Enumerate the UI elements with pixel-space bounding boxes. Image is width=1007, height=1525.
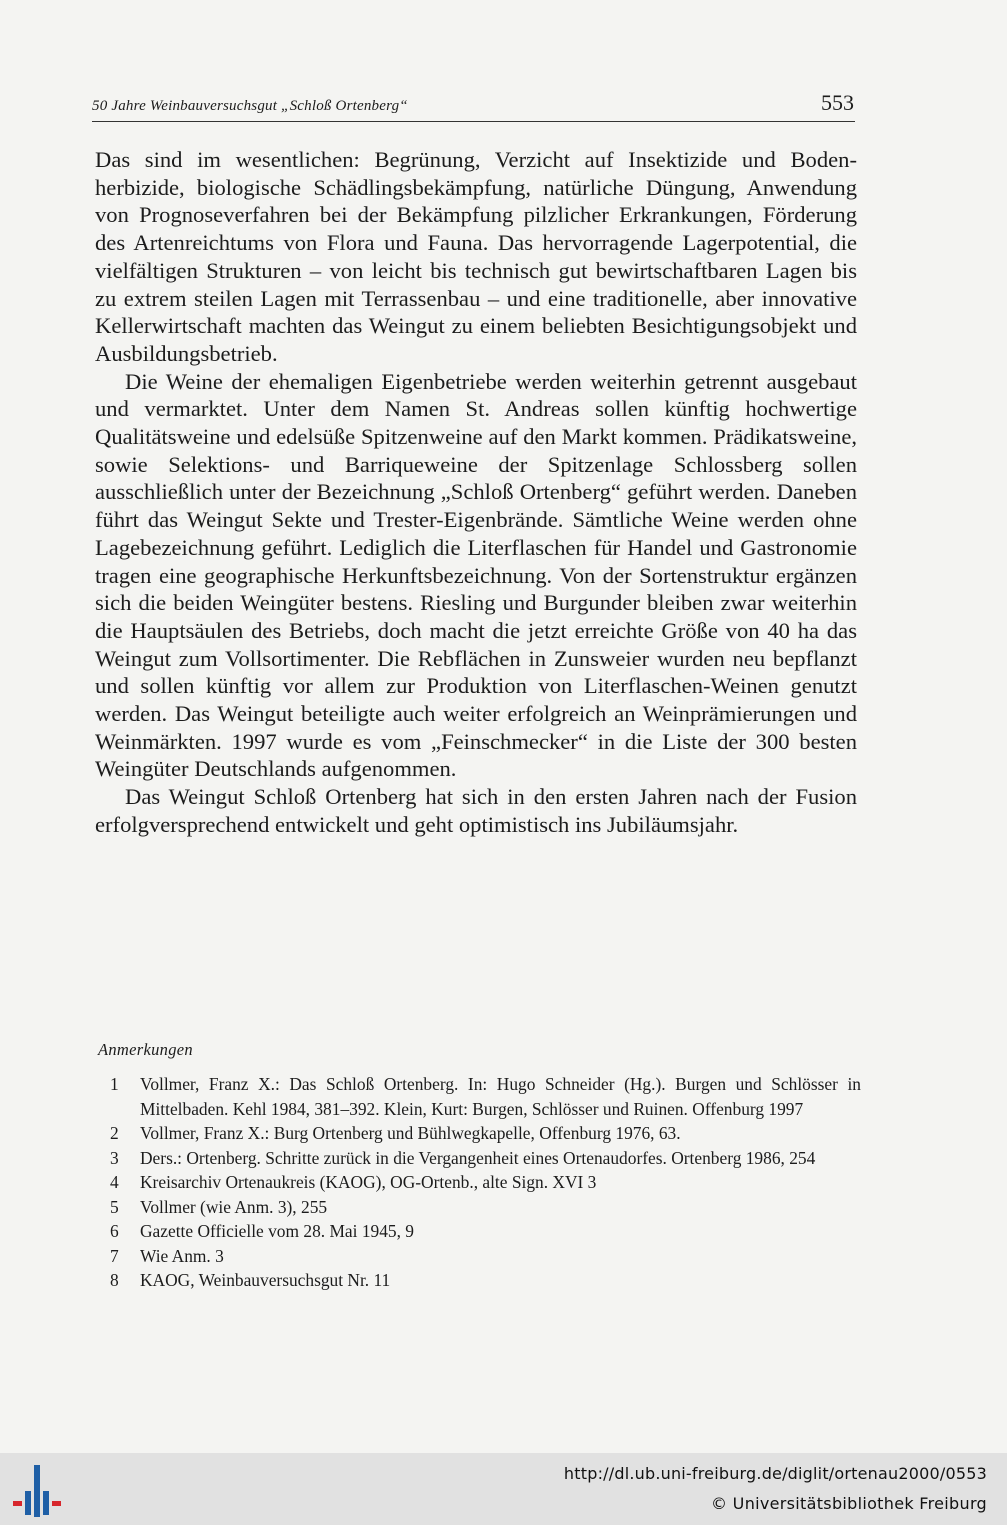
note-item	[104, 1072, 861, 1121]
note-text: Vollmer, Franz X.: Das Schloß Ortenberg. In: Hugo Schneider (Hg.). Burgen und Schlösser in Mittelbaden. Kehl 1984, 381–392. Klein, Kurt: Burgen, Schlösser und Ruinen. Offenburg 1997	[140, 1074, 861, 1119]
note-item	[104, 1219, 861, 1244]
note-text: Ders.: Ortenberg. Schritte zurück in die Vergangenheit eines Ortenaudorfes. Ortenberg 1986, 254	[140, 1147, 816, 1168]
note-number: 4	[110, 1172, 119, 1192]
note-number: 8	[110, 1270, 119, 1290]
copyright-text: © Universitätsbibliothek Freiburg	[711, 1494, 987, 1513]
note-number: 1	[110, 1074, 119, 1094]
note-number: 3	[110, 1147, 119, 1168]
note-number: 2	[110, 1123, 119, 1143]
note-item	[104, 1170, 861, 1195]
note-item	[104, 1268, 861, 1293]
page-number: 553	[821, 90, 854, 115]
paragraph-2: Die Weine der ehemaligen Eigenbetriebe werden weiterhin getrennt ausgebaut und vermarktet. Unter dem Namen St. Andreas sollen künftig hochwertige Qualitätsweine und edelsüße Spitzenweine auf den Markt kommen. Prädikatsweine, sowie Selektions- und Barriqueweine der Spitzenlage Schlossberg sollen ausschließlich unter der Bezeichnung „Schloß Ortenberg“ geführt werden. Daneben führt das Weingut Sekte und Trester-Eigenbrände. Sämtliche Weine werden ohne Lagebezeichnung geführt. Lediglich die Literflaschen für Handel und Gastronomie tragen eine geographische Herkunftsbezeichnung. Von der Sortenstruktur ergänzen sich die beiden Weingüter bestens. Riesling und Burgunder bleiben zwar weiterhin die Hauptsäulen des Betriebs, doch macht die jetzt erreichte Größe von 40 ha das Weingut zum Vollsortimenter. Die Rebflächen in Zunsweier wurden neu bepflanzt und sollen künftig vor allem zur Produktion von Literflaschen-Weinen genutzt werden. Das Weingut beteiligte auch weiter erfolgreich an Weinprämierungen und Weinmärkten. 1997 wurde es vom „Feinschmecker“ in die Liste der 300 besten Weingüter Deutschlands aufgenommen.	[95, 368, 857, 782]
running-title: 50 Jahre Weinbauversuchsgut „Schloß Ortenberg“	[92, 98, 408, 114]
body-text	[95, 146, 857, 839]
note-text: Vollmer (wie Anm. 3), 255	[140, 1196, 328, 1217]
note-text: Gazette Officielle vom 28. Mai 1945, 9	[140, 1221, 414, 1241]
notes-heading: Anmerkungen	[98, 1040, 193, 1059]
note-item	[104, 1146, 861, 1171]
paragraph-3: Das Weingut Schloß Ortenberg hat sich in den ersten Jahren nach der Fusion erfolgversprechend entwickelt und geht optimistisch ins Jubiläumsjahr.	[95, 784, 857, 837]
note-number: 5	[110, 1196, 119, 1217]
note-item	[104, 1244, 861, 1269]
ub-freiburg-logo-icon[interactable]	[10, 1463, 66, 1519]
note-text: Kreisarchiv Ortenaukreis (KAOG), OG-Ortenb., alte Sign. XVI 3	[140, 1172, 597, 1192]
notes-list	[104, 1072, 861, 1293]
note-item	[104, 1121, 861, 1146]
note-text: Vollmer, Franz X.: Burg Ortenberg und Bühlwegkapelle, Offenburg 1976, 63.	[140, 1123, 681, 1143]
note-item	[104, 1195, 861, 1220]
note-number: 7	[110, 1245, 119, 1266]
header-rule	[92, 121, 855, 122]
note-number: 6	[110, 1221, 119, 1241]
footer-bar	[0, 1453, 1007, 1525]
source-link[interactable]: http://dl.ub.uni-freiburg.de/diglit/ortenau2000/0553	[563, 1464, 987, 1483]
note-text: KAOG, Weinbauversuchsgut Nr. 11	[140, 1270, 391, 1290]
paragraph-1: Das sind im wesentlichen: Begrünung, Verzicht auf Insektizide und Bodenherbizide, biologische Schädlingsbekämpfung, natürliche Düngung, Anwendung von Prognoseverfahren bei der Bekämpfung pilzlicher Erkrankungen, Förderung des Artenreichtums von Flora und Fauna. Das hervorragende Lagerpotential, die vielfältigen Strukturen – von leicht bis technisch gut bewirtschaftbaren Lagen bis zu extrem steilen Lagen mit Terrassenbau – und eine traditionelle, aber innovative Kellerwirtschaft machten das Weingut zu einem beliebten Besichtigungsobjekt und Ausbildungsbetrieb.	[95, 147, 857, 366]
note-text: Wie Anm. 3	[140, 1245, 224, 1266]
